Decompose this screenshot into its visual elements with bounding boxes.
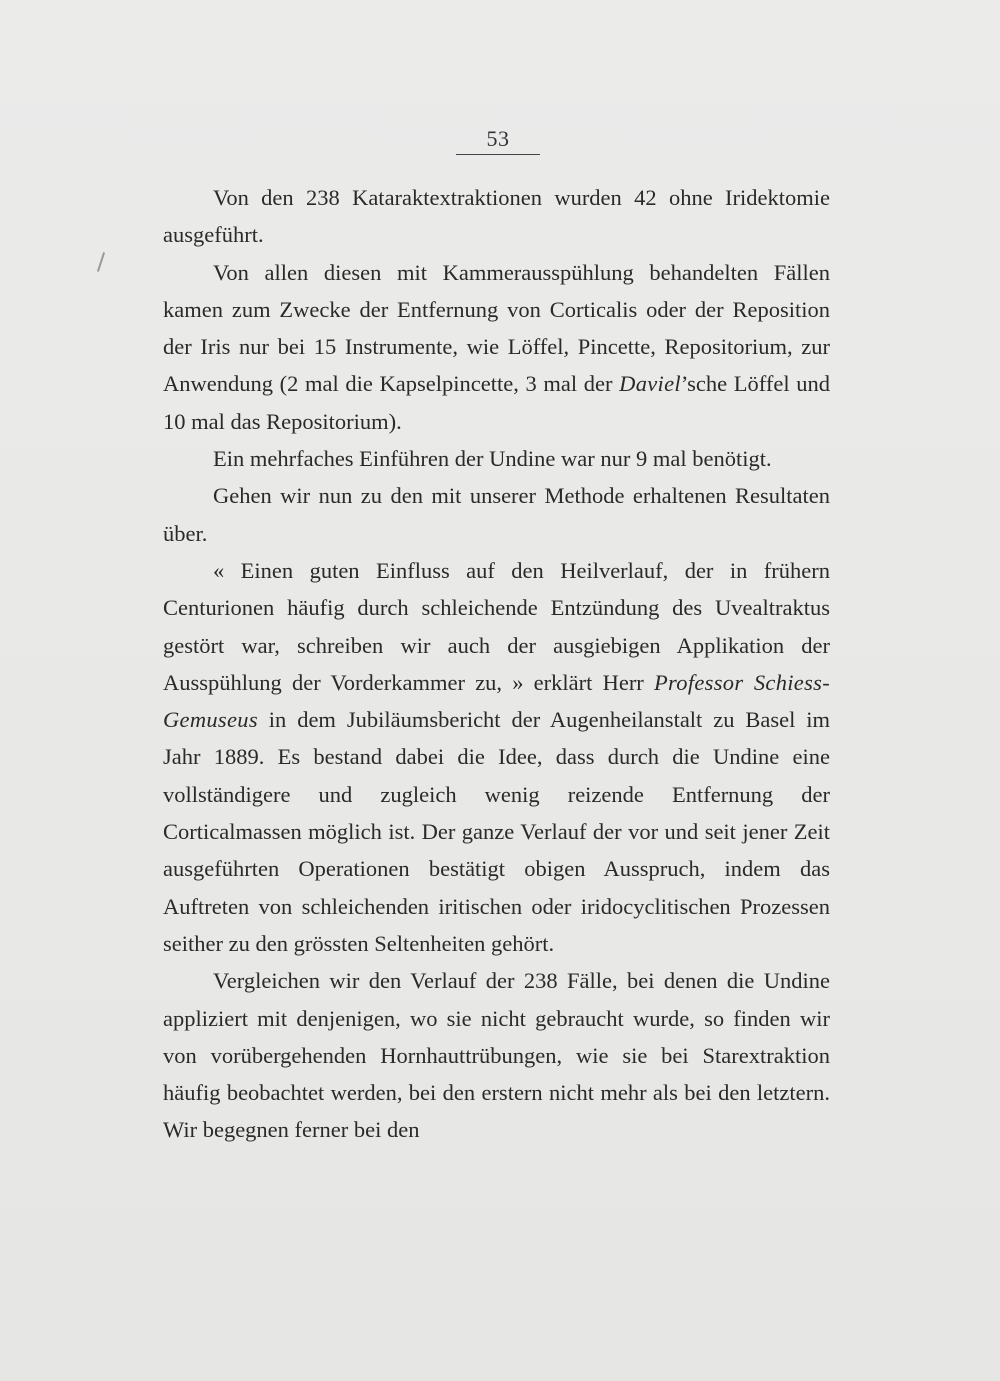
paragraph-1-text: Von den 238 Kataraktextraktionen wurden 42 ohne Iridektomie ausgeführt.	[163, 185, 830, 248]
paragraph-5	[163, 552, 830, 962]
paragraph-2-text-a: Von allen diesen mit Kammerausspühlung behandelten Fällen kamen zum Zwecke der Entfernung von Corticalis oder der Reposition der Iris nur bei 15 Instrumente, wie Löffel, Pincette, Repositorium, zur Anwendung (2 mal die Kapselpincette, 3 mal der	[163, 259, 830, 397]
paragraph-5-text-b: in dem Jubiläumsbericht der Augenheilanstalt zu Basel im Jahr 1889. Es bestand dabei die Idee, dass durch die Undine eine vollständigere und zugleich wenig reizende Entfernung der Corticalmassen möglich ist. Der ganze Verlauf der vor und seit jener Zeit ausgeführten Operationen bestätigt obigen Ausspruch, indem das Auftreten von schleichenden iritischen oder iridocyclitischen Prozessen seither zu den grössten Seltenheiten gehört.	[163, 707, 830, 956]
paragraph-3	[163, 440, 830, 477]
margin-pencil-mark	[97, 252, 105, 272]
paragraph-5-text-a: « Einen guten Einfluss auf den Heilverlauf, der in frühern Centurionen häufig durch schleichende Entzündung des Uvealtraktus gestört war, schreiben wir auch der ausgiebigen Applikation der Ausspühlung der Vorderkammer zu, » erklärt Herr	[163, 557, 830, 695]
paragraph-1	[163, 179, 830, 254]
paragraph-2-text-b: ’sche Löffel und 10 mal das Repositorium).	[163, 371, 830, 434]
paragraph-3-text: Ein mehrfaches Einführen der Undine war nur 9 mal benötigt.	[213, 446, 772, 472]
paragraph-4-text: Gehen wir nun zu den mit unserer Methode erhaltenen Resultaten über.	[163, 483, 830, 546]
paragraph-6-text: Vergleichen wir den Verlauf der 238 Fälle, bei denen die Undine appliziert mit denjenigen, wo sie nicht gebraucht wurde, so finden wir von vorübergehenden Hornhauttrübungen, wie sie bei Starextraktion häufig beobachtet werden, bei den erstern nicht mehr als bei den letztern. Wir begegnen ferner bei den	[163, 968, 830, 1143]
paragraph-4	[163, 477, 830, 552]
body-text	[163, 179, 830, 1149]
paragraph-6	[163, 962, 830, 1148]
page-number-rule	[456, 154, 540, 155]
paragraph-2	[163, 254, 830, 440]
paragraph-2-italic-name: Daviel	[619, 371, 681, 397]
paragraph-5-italic-name: Professor Schiess-Gemuseus	[163, 669, 830, 733]
page-number: 53	[486, 126, 510, 151]
